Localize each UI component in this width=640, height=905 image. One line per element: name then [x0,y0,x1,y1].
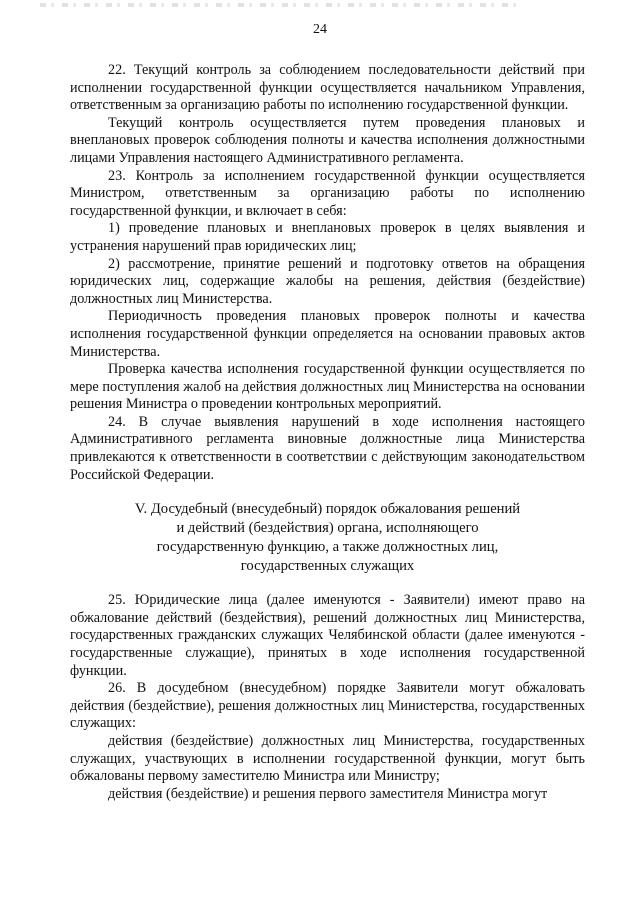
section-heading-line-4: государственных служащих [240,558,415,575]
document-body [70,62,585,803]
paragraph-appeal-officials: действия (бездействие) должностных лиц Министерства, государственных служащих, участвующих в исполнении государственной функции, могут быть обжалованы первому заместителю Министра или Министру; [70,733,585,785]
list-item-2: 2) рассмотрение, принятие решений и подготовку ответов на обращения юридических лиц, содержащие жалобы на решения, действия (бездействие) должностных лиц Министерства. [70,255,585,307]
section-heading [70,500,585,576]
paragraph-26: 26. В досудебном (внесудебном) порядке Заявители могут обжаловать действия (бездействие), решения должностных лиц Министерства, государственных служащих: [70,680,585,732]
paragraph-current-control: Текущий контроль осуществляется путем проведения плановых и внеплановых проверок соблюдения полноты и качества исполнения должностными лицами Управления настоящего Административного регламента. [70,114,585,166]
paragraph-periodicity: Периодичность проведения плановых проверок полноты и качества исполнения государственной функции определяется на основании правовых актов Министерства. [70,308,585,360]
section-heading-line-1: V. Досудебный (внесудебный) порядок обжалования решений [134,501,521,518]
section-heading-line-3: государственную функцию, а также должностных лиц, [156,539,499,556]
paragraph-quality-check: Проверка качества исполнения государственной функции осуществляется по мере поступления жалоб на действия должностных лиц Министерства на основании решения Министра о проведении контрольных мероприятий. [70,361,585,413]
paragraph-22: 22. Текущий контроль за соблюдением последовательности действий при исполнении государственной функции осуществляется начальником Управления, ответственным за организацию работы по исполнению государственной функции. [70,62,585,114]
paragraph-23: 23. Контроль за исполнением государственной функции осуществляется Министром, ответственным за организацию работы по исполнению государственной функции, и включает в себя: [70,167,585,219]
scan-artifact-line [40,3,520,7]
paragraph-25: 25. Юридические лица (далее именуются - Заявители) имеют право на обжалование действий (бездействия), решений должностных лиц Министерства, государственных гражданских служащих Челябинской области (далее именуются - государственные служащие), принятых в ходе исполнения государственной функции. [70,592,585,679]
paragraph-appeal-deputy: действия (бездействие) и решения первого заместителя Министра могут [108,785,548,802]
list-item-1: 1) проведение плановых и внеплановых проверок в целях выявления и устранения нарушений прав юридических лиц; [70,220,585,254]
paragraph-24: 24. В случае выявления нарушений в ходе исполнения настоящего Административного регламента виновные должностные лица Министерства привлекаются к ответственности в соответствии с действующим законодательством Российской Федерации. [70,413,585,483]
page-number: 24 [313,22,327,37]
section-heading-line-2: и действий (бездействия) органа, исполняющего [176,520,479,537]
